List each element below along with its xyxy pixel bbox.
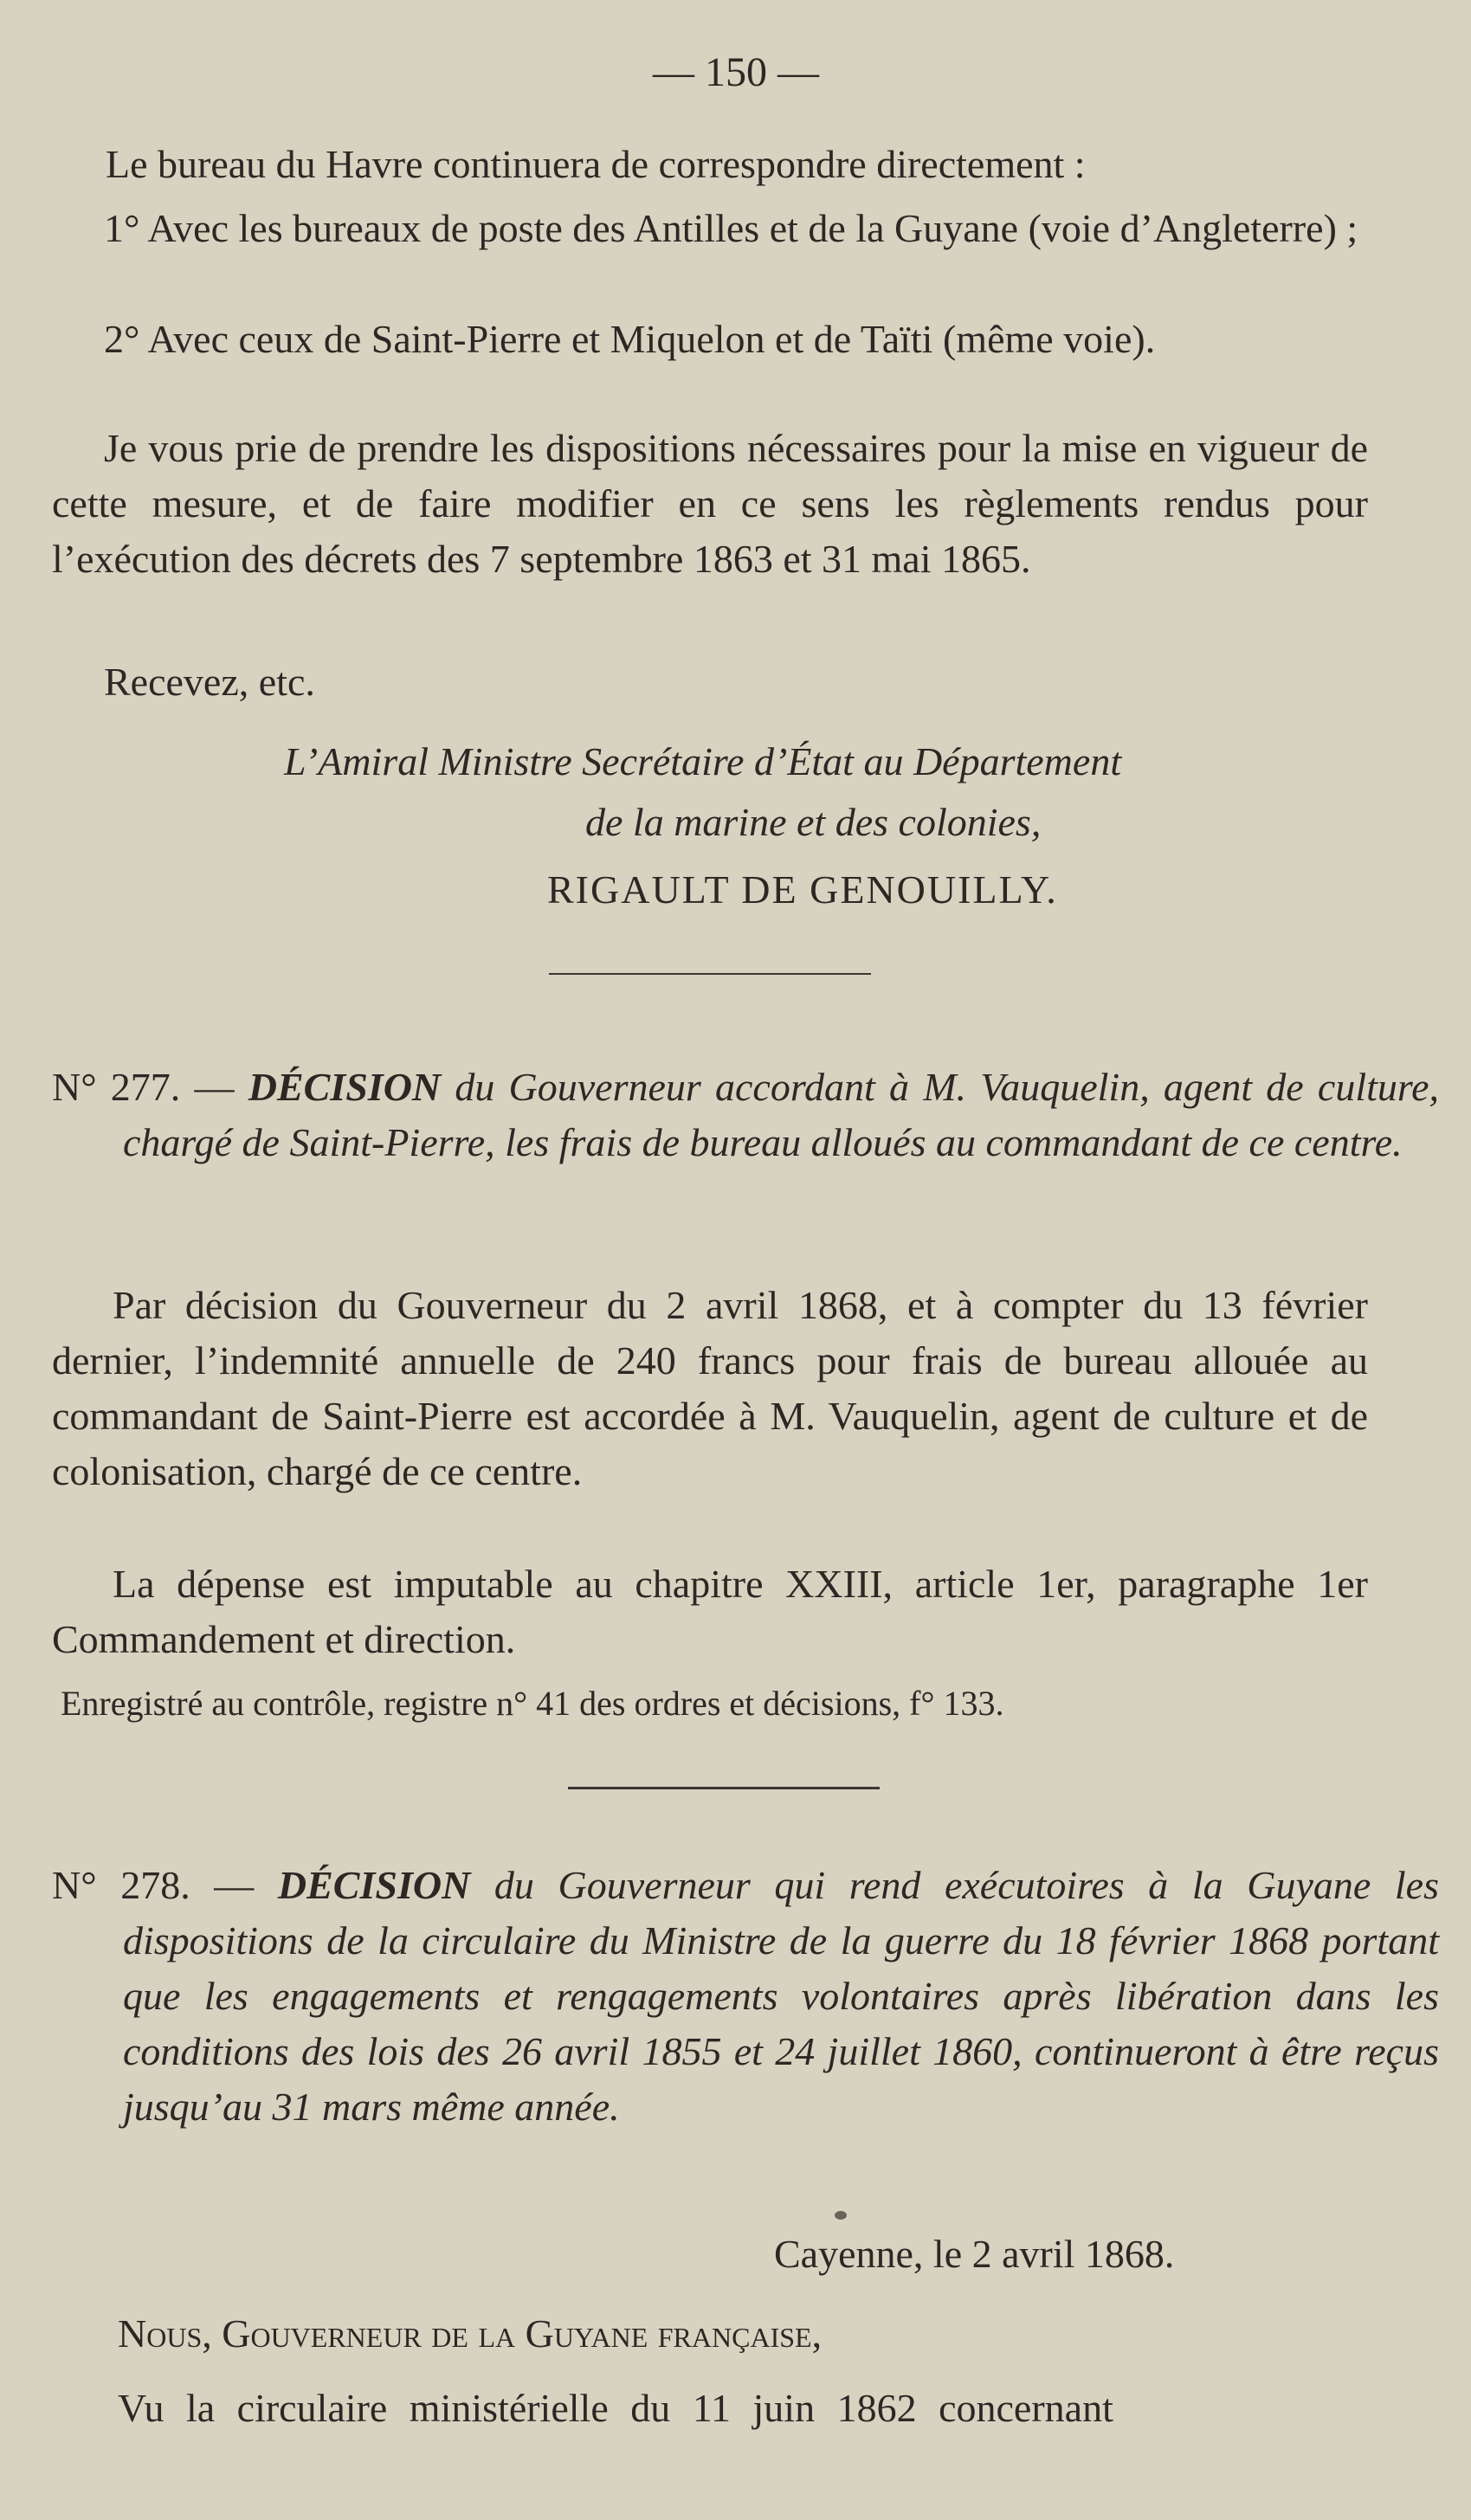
- decision-278-heading: [52, 1858, 1439, 2135]
- ink-spot: [835, 2211, 847, 2220]
- decision-277-number: N° 277. —: [52, 1065, 235, 1109]
- section-divider-2: [568, 1787, 880, 1789]
- letter-item-1: 1° Avec les bureaux de poste des Antilles et de la Guyane (voie d’Angleterre) ;: [104, 206, 1358, 250]
- decision-278-number: N° 278. —: [52, 1863, 255, 1907]
- decision-277-registration: Enregistré au contrôle, registre n° 41 des ordres et décisions, f° 133.: [61, 1684, 1004, 1723]
- decision-278-summary: du Gouverneur qui rend exécutoires à la Guyane les dispositions de la circulaire du Ministre de la guerre du 18 février 1868 portant que les engagements et rengagements volontaires après libération dans les conditions des lois des 26 avril 1855 et 24 juillet 1860, continueront à être reçus jusqu’au 31 mars même année.: [123, 1863, 1440, 2129]
- letter-intro: Le bureau du Havre continuera de correspondre directement :: [106, 142, 1086, 186]
- letter-closing: Recevez, etc.: [104, 660, 315, 704]
- decision-277-title: DÉCISION: [248, 1065, 442, 1109]
- signature-name: RIGAULT DE GENOUILLY.: [547, 867, 1058, 912]
- page-number: — 150 —: [653, 49, 819, 95]
- signature-title-line-2: de la marine et des colonies,: [585, 800, 1042, 844]
- decision-278-title: DÉCISION: [277, 1863, 471, 1907]
- decision-277-summary: du Gouverneur accordant à M. Vauquelin, agent de culture, chargé de Saint-Pierre, les frais de bureau alloués au commandant de ce centre.: [123, 1065, 1439, 1164]
- decision-278-place-date: Cayenne, le 2 avril 1868.: [774, 2232, 1175, 2276]
- letter-item-2: 2° Avec ceux de Saint-Pierre et Miquelon et de Taïti (même voie).: [104, 317, 1156, 361]
- decision-277-heading: [52, 1060, 1439, 1170]
- decision-277-body: Par décision du Gouverneur du 2 avril 1868, et à compter du 13 février dernier, l’indemnité annuelle de 240 francs pour frais de bureau allouée au commandant de Saint-Pierre est accordée à M. Vauquelin, agent de culture et de colonisation, chargé de ce centre.: [52, 1283, 1368, 1493]
- decision-278-vu: Vu la circulaire ministérielle du 11 juin 1862 concernant: [118, 2386, 1113, 2430]
- section-divider: [549, 973, 871, 975]
- letter-request: Je vous prie de prendre les dispositions nécessaires pour la mise en vigueur de cette mesure, et de faire modifier en ce sens les règlements rendus pour l’exécution des décrets des 7 septembre 1863 et 31 mai 1865.: [52, 426, 1368, 581]
- decision-277-expense: La dépense est imputable au chapitre XXIII, article 1er, paragraphe 1er Commandement et direction.: [52, 1562, 1368, 1661]
- decision-278-nous: Nous, Gouverneur de la Guyane française,: [118, 2311, 823, 2356]
- signature-title: L’Amiral Ministre Secrétaire d’État au Département: [284, 739, 1122, 783]
